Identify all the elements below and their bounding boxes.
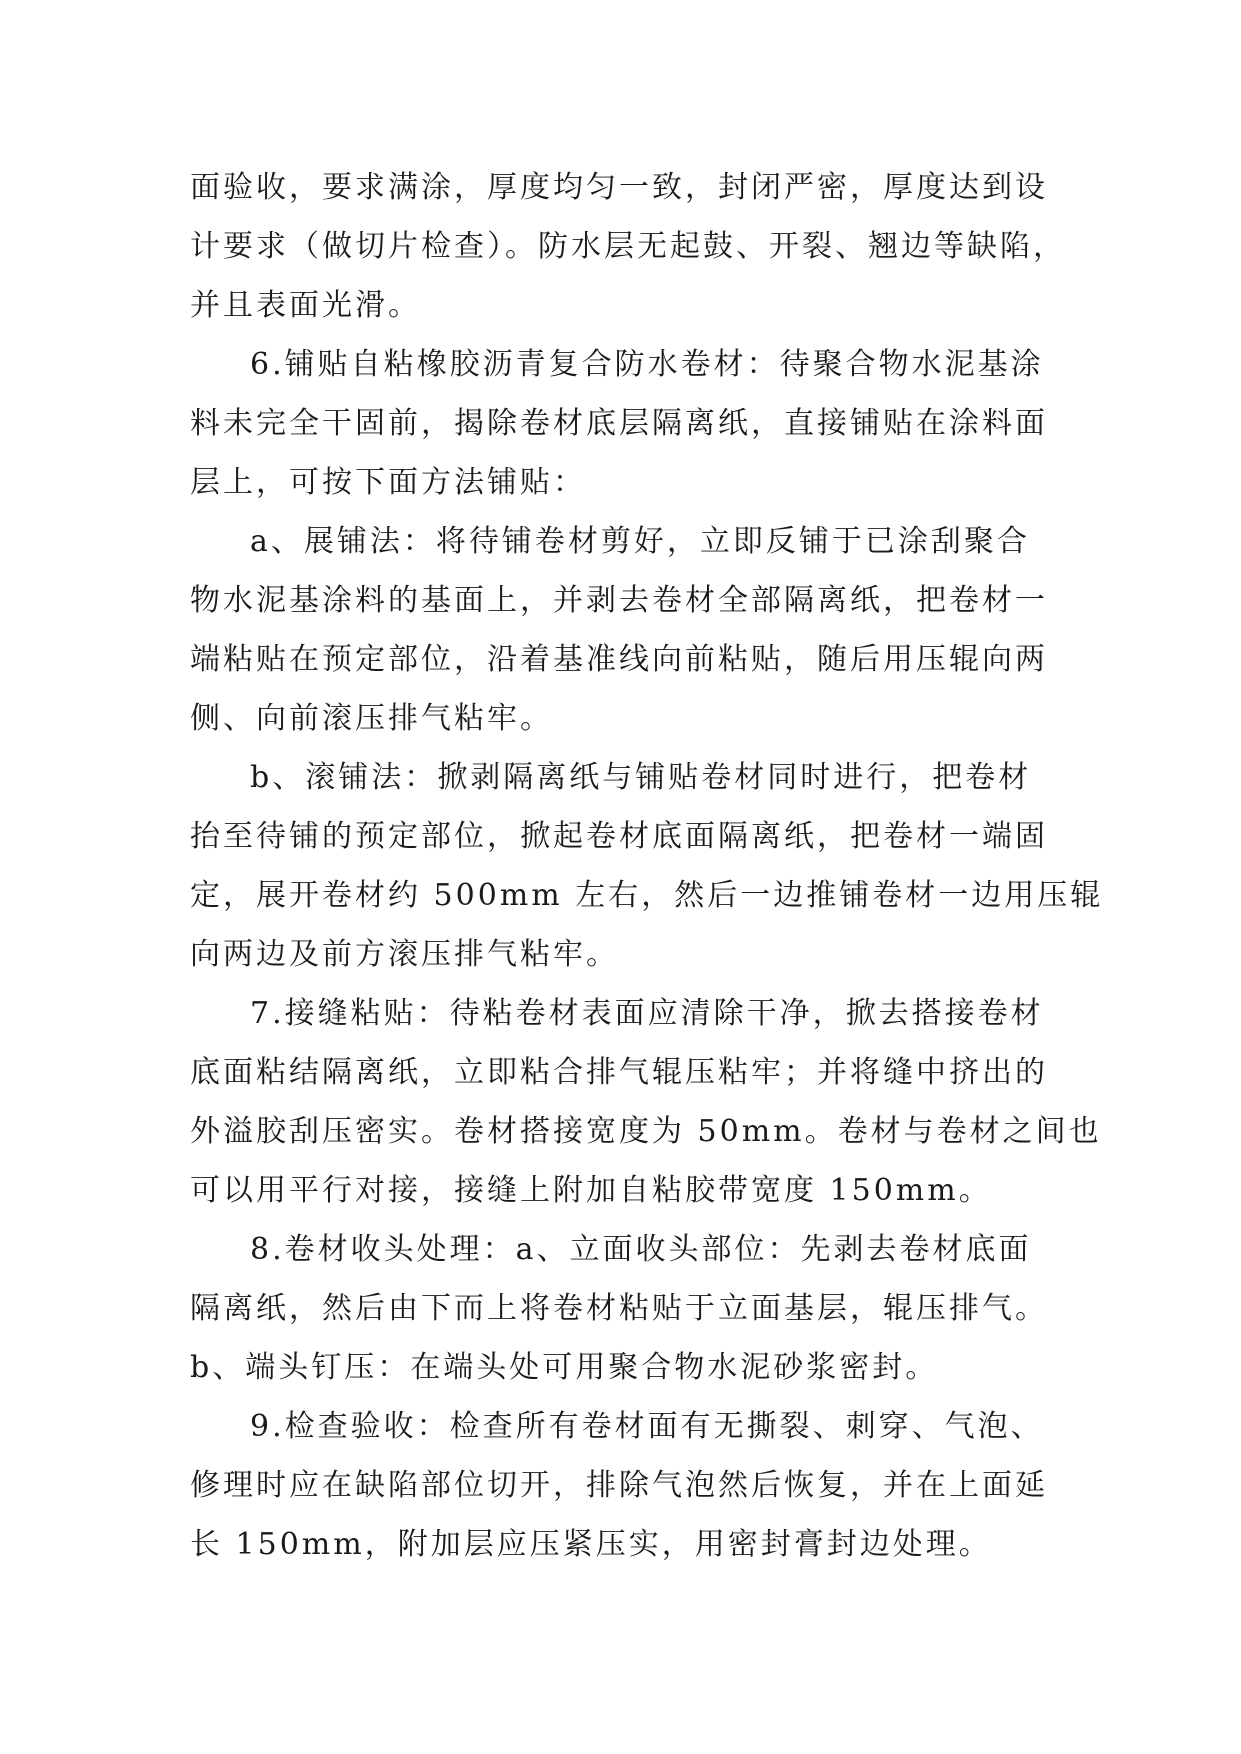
text-line: 并且表面光滑。 [190, 288, 421, 323]
text-line: 计要求（做切片检查）。防水层无起鼓、开裂、翘边等缺陷， [190, 229, 1066, 264]
text-line: 层上，可按下面方法铺贴： [190, 465, 586, 500]
text-line: 端粘贴在预定部位，沿着基准线向前粘贴，随后用压辊向两 [190, 642, 1048, 677]
text-line: b、滚铺法：掀剥隔离纸与铺贴卷材同时进行，把卷材 [250, 760, 1032, 795]
text-line: 侧、向前滚压排气粘牢。 [190, 701, 553, 736]
text-line: 向两边及前方滚压排气粘牢。 [190, 937, 619, 972]
text-line: 底面粘结隔离纸，立即粘合排气辊压粘牢；并将缝中挤出的 [190, 1055, 1048, 1090]
text-line: 料未完全干固前，揭除卷材底层隔离纸，直接铺贴在涂料面 [190, 406, 1048, 441]
text-line: 面验收，要求满涂，厚度均匀一致，封闭严密，厚度达到设 [190, 170, 1048, 205]
text-line: 抬至待铺的预定部位，掀起卷材底面隔离纸，把卷材一端固 [190, 819, 1048, 854]
paragraph-method-b [190, 748, 1104, 984]
text-line: 隔离纸，然后由下而上将卷材粘贴于立面基层，辊压排气。 [190, 1291, 1048, 1326]
text-line: a、展铺法：将待铺卷材剪好，立即反铺于已涂刮聚合 [250, 524, 1030, 559]
text-line: 9.检查验收：检查所有卷材面有无撕裂、刺穿、气泡、 [250, 1409, 1044, 1444]
paragraph-step-8 [190, 1220, 1050, 1397]
document-body [190, 158, 1104, 1574]
paragraph-acceptance-continued [190, 158, 1066, 335]
text-line: 可以用平行对接，接缝上附加自粘胶带宽度 150mm。 [190, 1173, 992, 1208]
text-line: 长 150mm，附加层应压紧压实，用密封膏封边处理。 [190, 1527, 992, 1562]
text-line: 修理时应在缺陷部位切开，排除气泡然后恢复，并在上面延 [190, 1468, 1048, 1503]
paragraph-step-7 [190, 984, 1102, 1220]
paragraph-step-6 [190, 335, 1050, 512]
paragraph-step-9 [190, 1397, 1050, 1574]
text-line: 7.接缝粘贴：待粘卷材表面应清除干净，掀去搭接卷材 [250, 996, 1044, 1031]
text-line: b、端头钉压：在端头处可用聚合物水泥砂浆密封。 [190, 1350, 939, 1385]
text-line: 8.卷材收头处理：a、立面收头部位：先剥去卷材底面 [250, 1232, 1032, 1267]
text-line: 外溢胶刮压密实。卷材搭接宽度为 50mm。卷材与卷材之间也 [190, 1114, 1102, 1149]
text-line: 物水泥基涂料的基面上，并剥去卷材全部隔离纸，把卷材一 [190, 583, 1048, 618]
paragraph-method-a [190, 512, 1050, 748]
text-line: 定，展开卷材约 500mm 左右，然后一边推铺卷材一边用压辊 [190, 878, 1104, 913]
text-line: 6.铺贴自粘橡胶沥青复合防水卷材：待聚合物水泥基涂 [250, 347, 1044, 382]
